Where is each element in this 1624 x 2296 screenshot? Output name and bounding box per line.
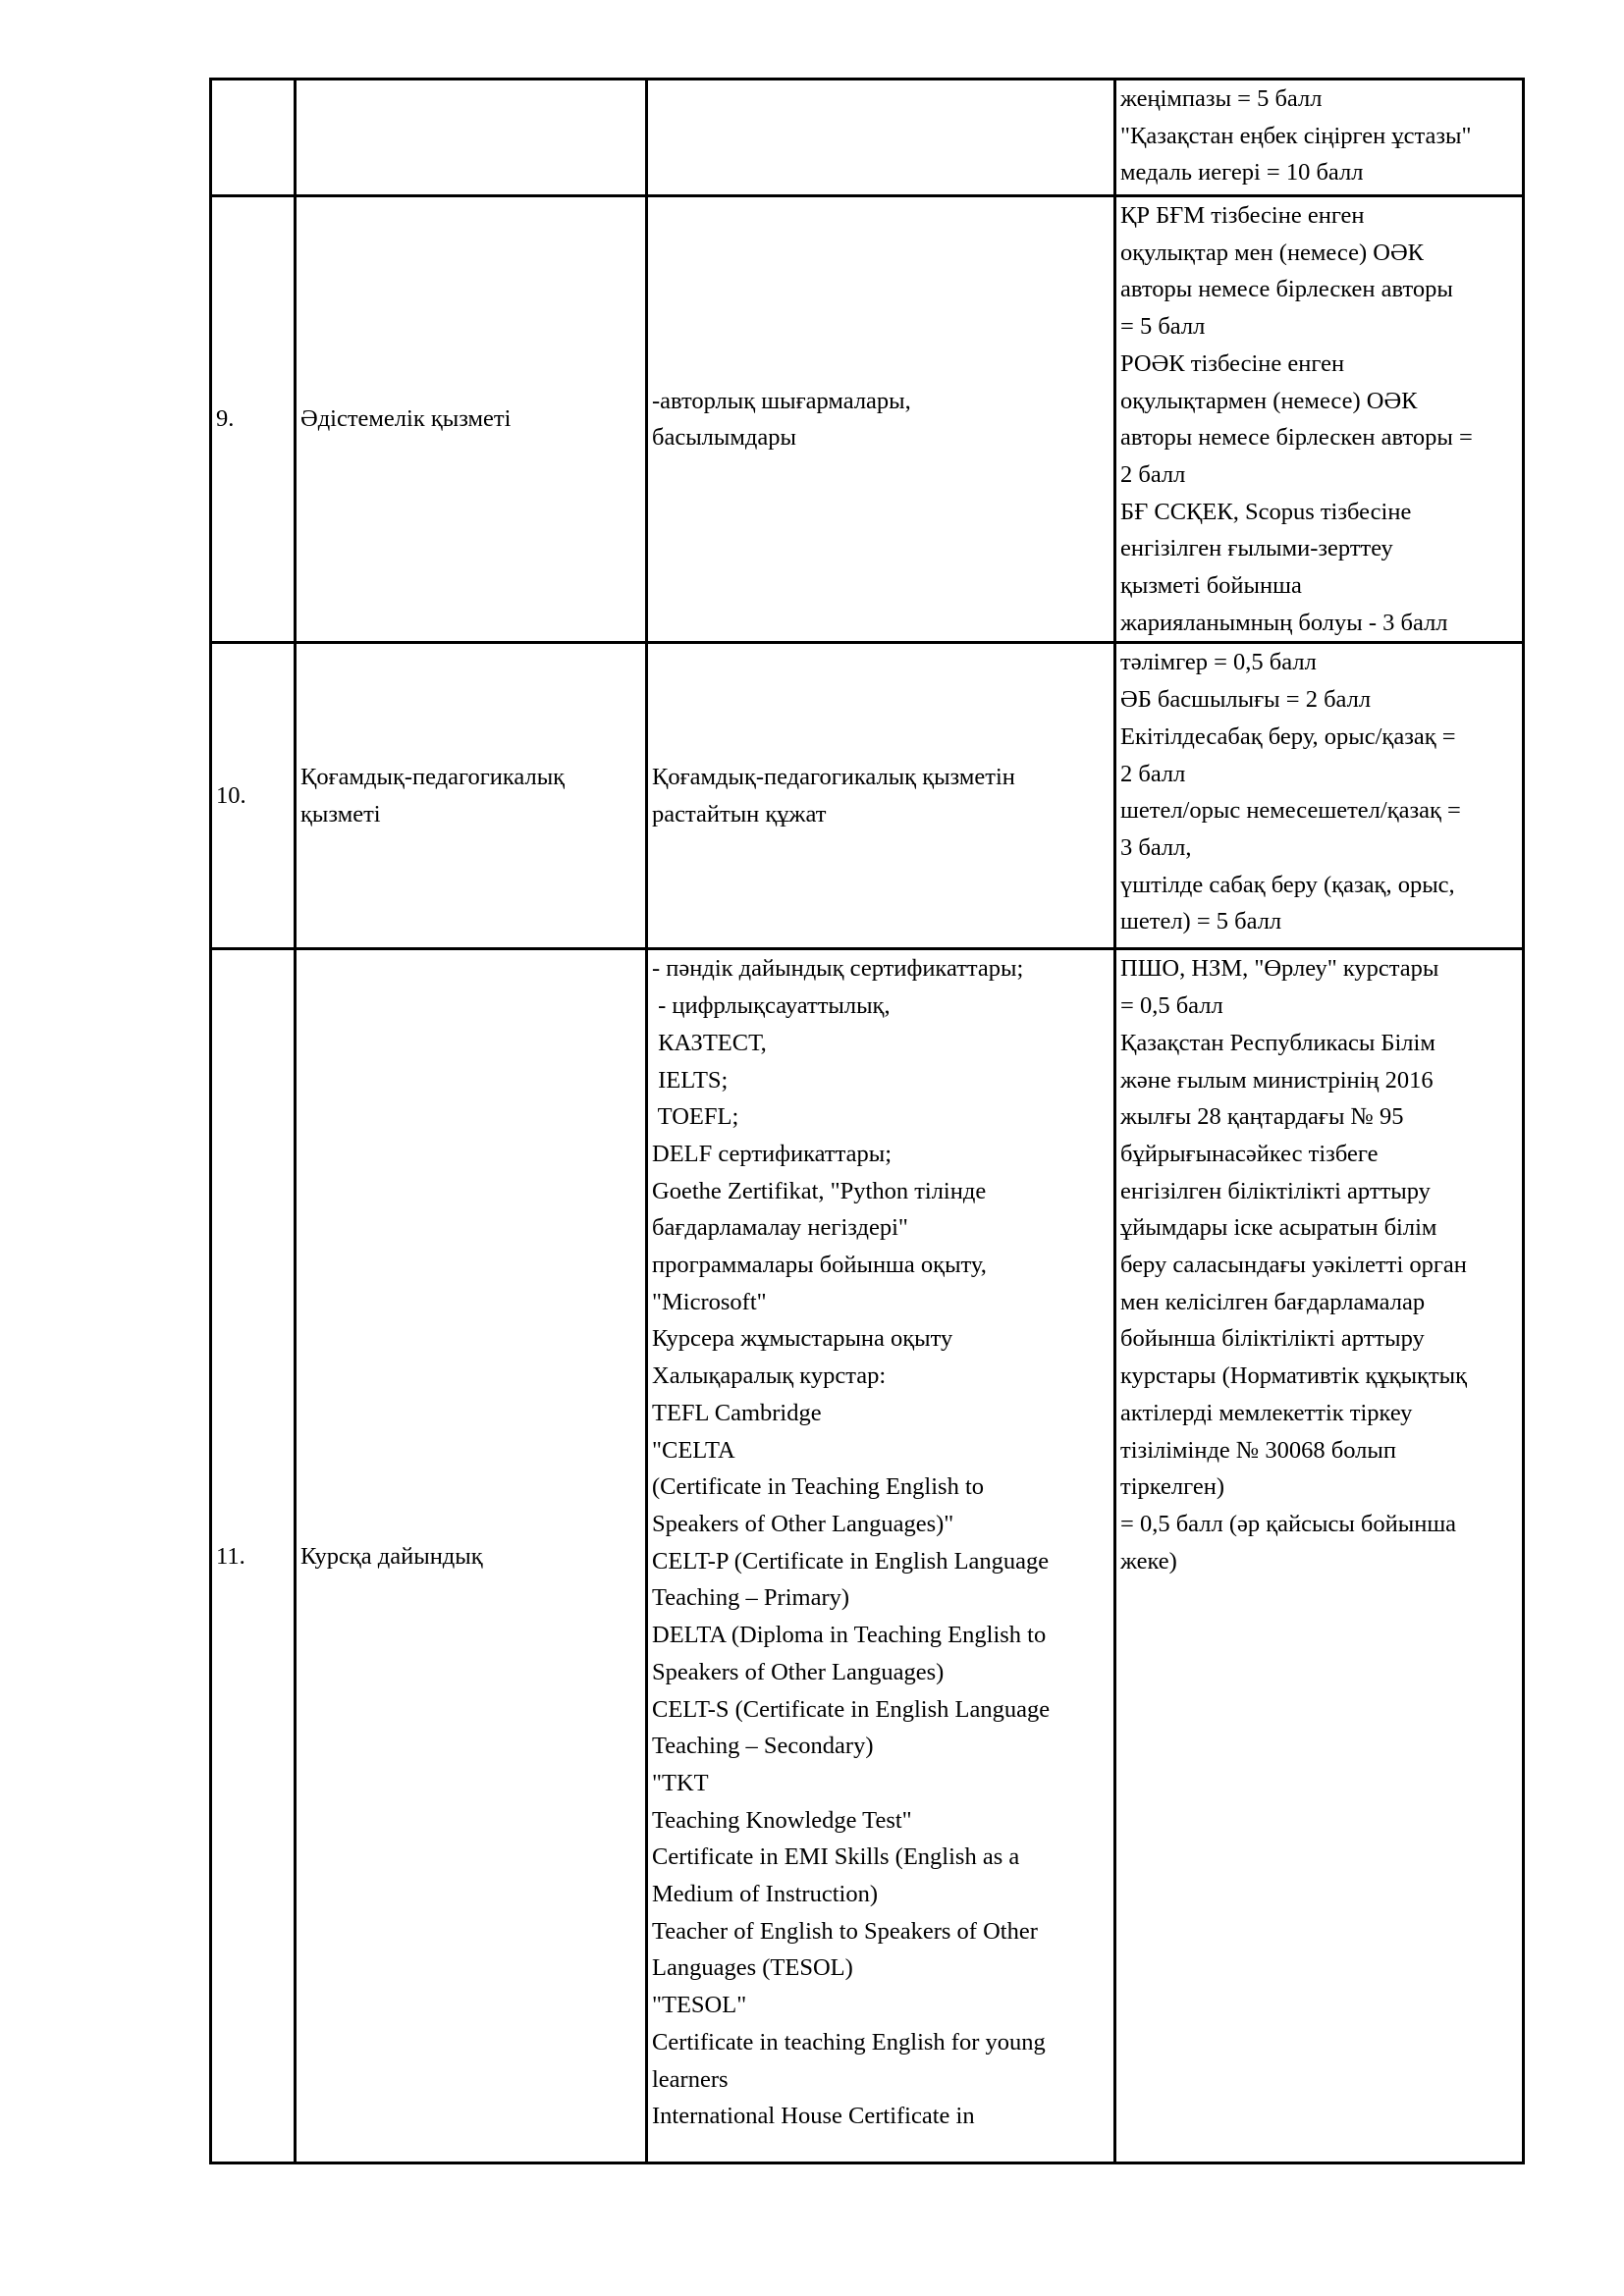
documents-line: - цифрлықсауаттылық,: [652, 992, 891, 1020]
scoring-cell: [1115, 643, 1524, 949]
scoring-cell: [1115, 80, 1524, 196]
documents-line: IELTS;: [652, 1066, 729, 1094]
documents-line: (Certificate in Teaching English to: [652, 1473, 985, 1501]
documents-line: - пәндік дайындық сертификаттары;: [652, 955, 1024, 983]
documents-cell: [647, 80, 1115, 196]
scoring-line: тәлімгер = 0,5 балл: [1120, 649, 1317, 676]
scoring-line: медаль иегері = 10 балл: [1120, 159, 1364, 187]
documents-line: TOEFL;: [652, 1103, 739, 1131]
documents-line: CELT-S (Certificate in English Language: [652, 1695, 1051, 1723]
scoring-line: Екітілдесабақ беру, орыс/қазақ =: [1120, 722, 1456, 750]
scoring-line: бұйрығынасәйкес тізбеге: [1120, 1140, 1379, 1167]
row-number-cell: [211, 80, 296, 196]
documents-line: Teaching Knowledge Test": [652, 1806, 912, 1834]
documents-line: бағдарламалау негіздері": [652, 1214, 908, 1242]
documents-line: DELTA (Diploma in Teaching English to: [652, 1622, 1047, 1649]
scoring-line: және ғылым министрінің 2016: [1120, 1066, 1434, 1094]
category-line: Курсқа дайындық: [300, 1542, 483, 1570]
documents-line: растайтын құжат: [652, 800, 827, 828]
scoring-line: тізілімінде № 30068 болып: [1120, 1436, 1396, 1464]
scoring-line: авторы немесе бірлескен авторы =: [1120, 424, 1473, 452]
documents-line: DELF сертификаттары;: [652, 1140, 893, 1167]
scoring-line: жылғы 28 қаңтардағы № 95: [1120, 1103, 1404, 1131]
category-line: Қоғамдық-педагогикалық: [300, 764, 566, 791]
scoring-line: шетел) = 5 балл: [1120, 908, 1282, 935]
scoring-line: курстары (Нормативтік құқықтық: [1120, 1362, 1468, 1390]
documents-line: Халықаралық курстар:: [652, 1362, 887, 1390]
scoring-line: оқулықтармен (немесе) ОӘК: [1120, 387, 1418, 414]
documents-line: программалары бойынша оқыту,: [652, 1252, 987, 1279]
documents-line: "TESOL": [652, 1992, 747, 2019]
documents-line: Қоғамдық-педагогикалық қызметін: [652, 764, 1015, 791]
category-line: қызметі: [300, 800, 381, 828]
scoring-line: енгізілген ғылыми-зерттеу: [1120, 535, 1393, 562]
table-row: [211, 196, 1524, 643]
documents-cell: [647, 196, 1115, 643]
scoring-line: енгізілген біліктілікті арттыру: [1120, 1177, 1431, 1204]
scoring-line: БҒ ССҚЕК, Scopus тізбесіне: [1120, 498, 1412, 525]
row-number-cell: [211, 196, 296, 643]
scoring-line: авторы немесе бірлескен авторы: [1120, 276, 1453, 303]
row-number-cell: [211, 643, 296, 949]
documents-line: CELT-P (Certificate in English Language: [652, 1547, 1050, 1575]
scoring-line: бойынша біліктілікті арттыру: [1120, 1325, 1425, 1353]
category-cell: [296, 949, 647, 2163]
row-number: 11.: [216, 1542, 245, 1570]
documents-line: Certificate in teaching English for young: [652, 2028, 1046, 2056]
criteria-table: [209, 78, 1525, 2164]
scoring-line: = 5 балл: [1120, 313, 1206, 341]
documents-line: TEFL Cambridge: [652, 1399, 822, 1426]
scoring-line: РОӘК тізбесіне енген: [1120, 349, 1345, 377]
scoring-cell: [1115, 196, 1524, 643]
scoring-line: 2 балл: [1120, 760, 1186, 787]
scoring-line: беру саласындағы уәкілетті орган: [1120, 1252, 1467, 1279]
row-number-cell: [211, 949, 296, 2163]
row-number: 9.: [216, 405, 235, 433]
category-cell: [296, 643, 647, 949]
scoring-line: шетел/орыс немесешетел/қазақ =: [1120, 797, 1461, 825]
documents-line: басылымдары: [652, 424, 796, 452]
scoring-line: = 0,5 балл: [1120, 992, 1223, 1020]
documents-cell: [647, 949, 1115, 2163]
category-cell: [296, 196, 647, 643]
table-row: [211, 949, 1524, 2163]
table-row: [211, 80, 1524, 196]
row-number: 10.: [216, 782, 246, 810]
scoring-line: актілерді мемлекеттік тіркеу: [1120, 1399, 1413, 1426]
scoring-line: Қазақстан Республикасы Білім: [1120, 1029, 1435, 1056]
documents-line: learners: [652, 2065, 729, 2093]
documents-line: Languages (TESOL): [652, 1954, 853, 1982]
documents-line: Speakers of Other Languages): [652, 1658, 945, 1685]
documents-line: Medium of Instruction): [652, 1881, 878, 1908]
scoring-line: тіркелген): [1120, 1473, 1225, 1501]
documents-line: КАЗТЕСТ,: [652, 1029, 767, 1056]
documents-line: Курсера жұмыстарына оқыту: [652, 1325, 953, 1353]
scoring-line: үштілде сабақ беру (қазақ, орыс,: [1120, 871, 1455, 898]
category-line: Әдістемелік қызметі: [300, 405, 512, 433]
documents-line: Speakers of Other Languages)": [652, 1510, 954, 1537]
scoring-line: ПШО, НЗМ, "Өрлеу" курстары: [1120, 955, 1439, 983]
scoring-line: ҚР БҒМ тізбесіне енген: [1120, 202, 1365, 229]
scoring-line: "Қазақстан еңбек сіңірген ұстазы": [1120, 122, 1472, 149]
table-row: [211, 643, 1524, 949]
scoring-line: ұйымдары іске асыратын білім: [1120, 1214, 1437, 1242]
scoring-line: оқулықтар мен (немесе) ОӘК: [1120, 239, 1424, 266]
category-cell: [296, 80, 647, 196]
scoring-line: 2 балл: [1120, 460, 1186, 488]
documents-line: Teaching – Primary): [652, 1584, 850, 1612]
scoring-line: қызметі бойынша: [1120, 572, 1302, 600]
documents-line: "CELTA: [652, 1436, 735, 1464]
documents-line: "TKT: [652, 1769, 709, 1796]
scoring-line: жеке): [1120, 1547, 1177, 1575]
scoring-line: мен келісілген бағдарламалар: [1120, 1288, 1426, 1315]
scoring-line: жеңімпазы = 5 балл: [1120, 85, 1323, 112]
scoring-cell: [1115, 949, 1524, 2163]
documents-line: Goethe Zertifikat, "Python тілінде: [652, 1177, 987, 1204]
documents-line: Teaching – Secondary): [652, 1733, 874, 1760]
scoring-line: = 0,5 балл (әр қайсысы бойынша: [1120, 1510, 1457, 1537]
documents-line: International House Certificate in: [652, 2103, 975, 2130]
documents-line: -авторлық шығармалары,: [652, 387, 911, 414]
scoring-line: жарияланымның болуы - 3 балл: [1120, 609, 1448, 636]
scoring-line: 3 балл,: [1120, 833, 1192, 861]
documents-cell: [647, 643, 1115, 949]
documents-line: "Microsoft": [652, 1288, 767, 1315]
scoring-line: ӘБ басшылығы = 2 балл: [1120, 686, 1372, 714]
documents-line: Certificate in EMI Skills (English as a: [652, 1843, 1020, 1871]
documents-line: Teacher of English to Speakers of Other: [652, 1917, 1038, 1945]
